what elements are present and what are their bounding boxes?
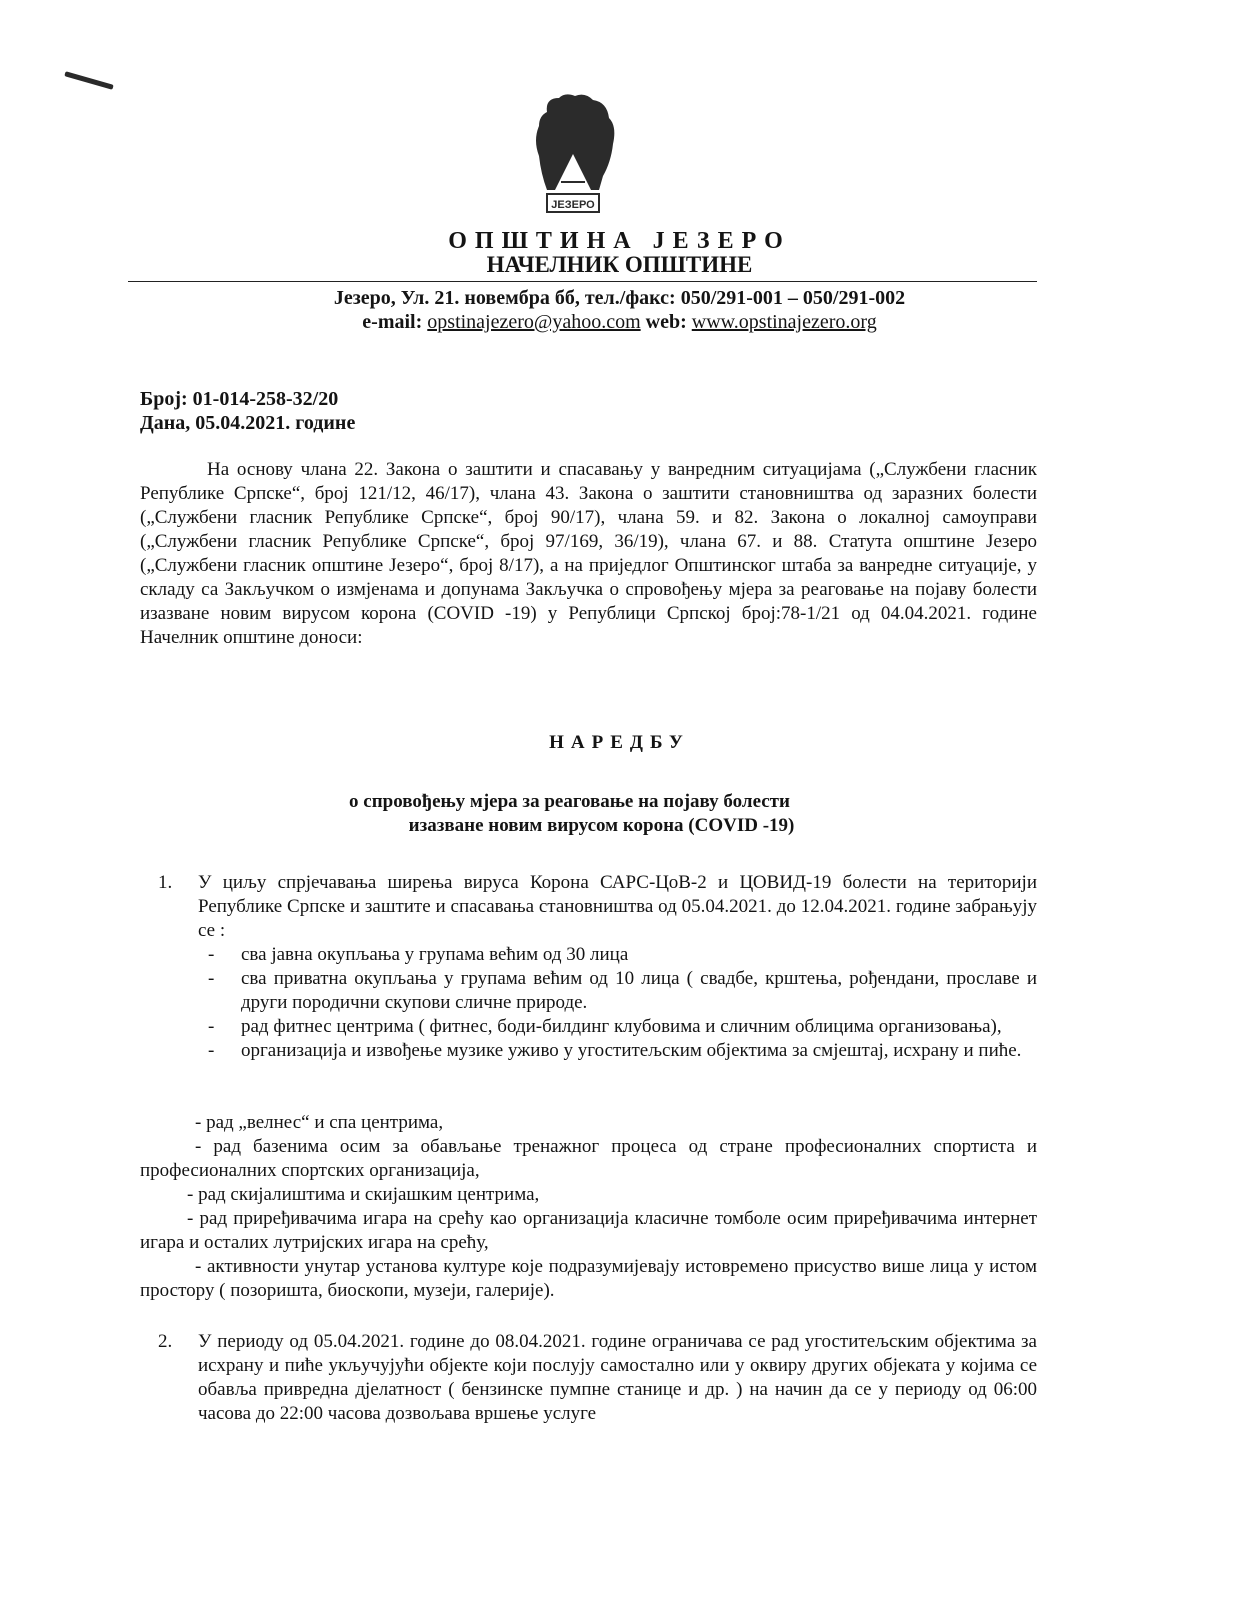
list-item-number: 2. xyxy=(158,1331,173,1352)
decision-subtitle xyxy=(0,790,1139,838)
decision-title: НАРЕДБУ xyxy=(549,732,690,753)
list-item: - рад приређивачима игара на срећу као организација класичне томболе осим приређивачима интернет игара и осталих лутријских игара на срећу, xyxy=(140,1208,1037,1253)
scan-artifact xyxy=(64,71,113,90)
header-divider xyxy=(128,281,1037,282)
email-label: e-mail: xyxy=(362,311,423,333)
list-item: - рад „велнес“ и спа центрима, xyxy=(195,1112,444,1133)
list-item: - рад фитнес центрима ( фитнес, боди-билдинг клубовима и сличним облицима организовања), xyxy=(208,1016,1002,1037)
preamble-paragraph: На основу члана 22. Закона о заштити и спасавању у ванредним ситуацијама („Службени гласник Републике Српске“, број 121/12, 46/17), члана 43. Закона о заштити становништва од заразних болести („Службени гласник Републике Српске“, број 90/17), члана 59. и 82. Закона о локалној самоуправи („Службени гласник Републике Српске“, број 97/169, 36/19), члана 67. и 88. Статута општине Језеро („Службени гласник општине Језеро“, број 8/17), а на приједлог Општинског штаба за ванредне ситуације, у складу са Закључком о измјенама и допунама Закључка о спровођењу мјера за реаговање на појаву болести изазване новим вирусом корона (COVID -19) у Републици Српској број:78-1/21 од 04.04.2021. године Начелник општине доноси: xyxy=(140,459,1037,648)
list-item: - активности унутар установа културе које подразумијевају истовремено присуство више лица у истом простору ( позоришта, биоскопи, музеји, галерије). xyxy=(140,1256,1037,1301)
municipality-logo xyxy=(525,92,620,227)
list-item-number: 1. xyxy=(158,872,173,893)
list-item: - сва јавна окупљања у групама већим од 30 лица xyxy=(208,944,629,965)
list-item: - сва приватна окупљања у групама већим од 10 лица ( свадбе, крштења, рођендани, прославе и други породични скупови сличне природе. xyxy=(208,968,1037,1013)
list-item-text: У периоду од 05.04.2021. године до 08.04.2021. године ограничава се рад угоститељским објектима за исхрану и пиће укључујући објекте који послују самостално или у оквиру других објеката у којима се обавља привредна дјелатност ( бензинске пумпне станице и др. ) на начин да се у периоду од 06:00 часова до 22:00 часова дозвољава вршење услуге xyxy=(198,1331,1037,1424)
list-item: - рад базенима осим за обављање тренажног процеса од стране професионалних спортиста и професионалних спортских организација, xyxy=(140,1136,1037,1181)
additional-prohibitions xyxy=(140,1111,1037,1303)
prohibitions-list xyxy=(198,943,1037,1063)
reference-date: Дана, 05.04.2021. године xyxy=(140,412,356,434)
decision-subtitle-line2: изазване новим вирусом корона (COVID -19) xyxy=(408,815,795,836)
municipality-name: ОПШТИНА ЈЕЗЕРО xyxy=(448,228,791,254)
email-link[interactable]: opstinajezero@yahoo.com xyxy=(427,311,641,333)
decision-subtitle-line1: о спровођењу мјера за реаговање на појаву болести xyxy=(349,791,790,812)
list-item: - организација и извођење музике уживо у угоститељским објектима за смјештај, исхрану и пиће. xyxy=(208,1040,1022,1061)
list-item-text: У циљу спрјечавања ширења вируса Корона САРС-ЦоВ-2 и ЦОВИД-19 болести на територији Републике Српске и заштите и спасавања становништва од 05.04.2021. до 12.04.2021. године забрањују се : xyxy=(198,872,1037,941)
contact-line xyxy=(0,310,1239,334)
logo-caption: ЈЕЗЕРО xyxy=(551,199,595,211)
list-item-1 xyxy=(158,871,1037,943)
list-item: - рад скијалиштима и скијашким центрима, xyxy=(187,1184,540,1205)
web-link[interactable]: www.opstinajezero.org xyxy=(691,311,877,333)
address-line: Језеро, Ул. 21. новембра бб, тел./факс: 050/291-001 – 050/291-002 xyxy=(333,287,906,309)
office-name: НАЧЕЛНИК ОПШТИНЕ xyxy=(486,252,753,277)
reference-number: Број: 01-014-258-32/20 xyxy=(140,388,339,410)
list-item-2 xyxy=(158,1330,1037,1426)
web-label: web: xyxy=(645,311,687,333)
